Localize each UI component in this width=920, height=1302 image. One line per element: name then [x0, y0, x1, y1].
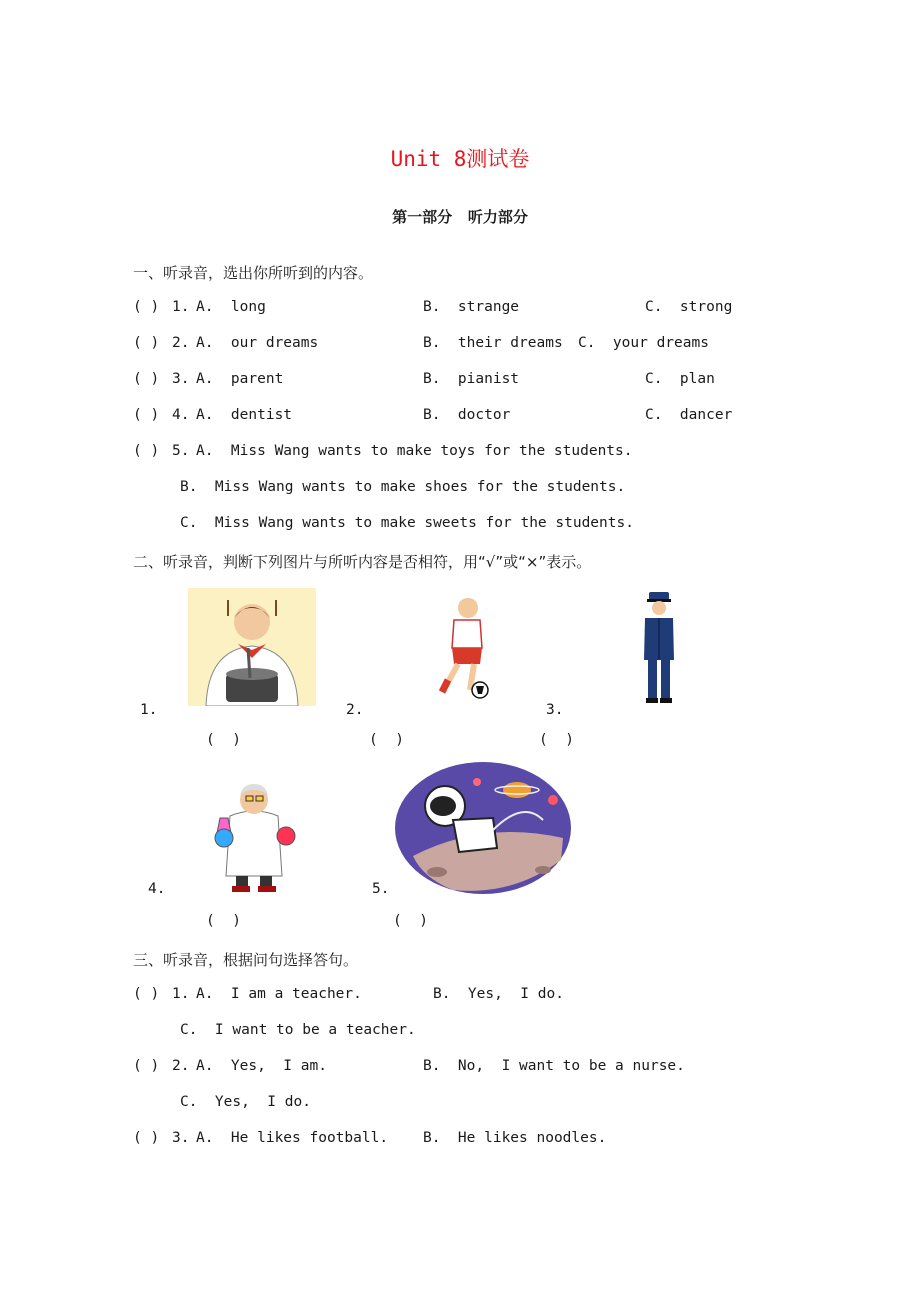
astronaut-icon [393, 760, 573, 896]
pic2-answer-blank[interactable]: ( ) [369, 732, 404, 748]
pic1-number: 1. [140, 702, 158, 718]
football-player-icon [424, 594, 496, 700]
pic2-number: 2. [346, 702, 364, 718]
question-number: 2. [172, 1058, 190, 1074]
question-number: 5. [172, 443, 190, 459]
option-a: A. He likes football. [196, 1130, 389, 1146]
question-number: 4. [172, 407, 190, 423]
scientist-icon [206, 776, 302, 894]
policeman-icon [640, 590, 678, 706]
astronaut-picture [393, 760, 573, 896]
football-player-picture [424, 594, 496, 700]
option-b: B. pianist [423, 371, 520, 387]
answer-blank[interactable]: ( ) [133, 986, 160, 1002]
section3-heading: 三、听录音，根据问句选择答句。 [133, 951, 359, 969]
option-b: B. doctor [423, 407, 511, 423]
option-a: A. dentist [196, 407, 293, 423]
section1-heading: 一、听录音，选出你所听到的内容。 [133, 264, 374, 282]
option-b: B. Yes, I do. [433, 986, 564, 1002]
option-a: A. long [196, 299, 266, 315]
option-b: B. No, I want to be a nurse. [423, 1058, 685, 1074]
question-number: 3. [172, 1130, 190, 1146]
option-c: C. Yes, I do. [180, 1094, 311, 1110]
page-title: Unit 8测试卷 [390, 147, 530, 171]
answer-blank[interactable]: ( ) [133, 299, 160, 315]
part-subtitle: 第一部分 听力部分 [392, 208, 528, 226]
pic3-number: 3. [546, 702, 564, 718]
section2-heading: 二、听录音，判断下列图片与所听内容是否相符，用“√”或“×”表示。 [133, 553, 592, 571]
option-c: C. your dreams [578, 335, 709, 351]
answer-blank[interactable]: ( ) [133, 1130, 160, 1146]
option-a: A. Miss Wang wants to make toys for the students. [196, 443, 633, 459]
question-number: 1. [172, 986, 190, 1002]
answer-blank[interactable]: ( ) [133, 407, 160, 423]
option-a: A. Yes, I am. [196, 1058, 327, 1074]
pic3-answer-blank[interactable]: ( ) [539, 732, 574, 748]
answer-blank[interactable]: ( ) [133, 335, 160, 351]
answer-blank[interactable]: ( ) [133, 371, 160, 387]
option-b: B. Miss Wang wants to make shoes for the students. [180, 479, 626, 495]
pic5-number: 5. [372, 881, 390, 897]
option-b: B. He likes noodles. [423, 1130, 607, 1146]
option-c: C. Miss Wang wants to make sweets for the students. [180, 515, 634, 531]
policeman-picture [640, 590, 678, 706]
question-number: 2. [172, 335, 190, 351]
chef-picture [188, 588, 316, 706]
pic5-answer-blank[interactable]: ( ) [393, 913, 428, 929]
option-c: C. plan [645, 371, 715, 387]
answer-blank[interactable]: ( ) [133, 1058, 160, 1074]
pic4-answer-blank[interactable]: ( ) [206, 913, 241, 929]
scientist-picture [206, 776, 302, 894]
option-b: B. their dreams [423, 335, 563, 351]
chef-icon [188, 588, 316, 706]
question-number: 3. [172, 371, 190, 387]
pic1-answer-blank[interactable]: ( ) [206, 732, 241, 748]
pic4-number: 4. [148, 881, 166, 897]
option-c: C. I want to be a teacher. [180, 1022, 416, 1038]
option-c: C. strong [645, 299, 733, 315]
option-a: A. I am a teacher. [196, 986, 362, 1002]
option-c: C. dancer [645, 407, 733, 423]
question-number: 1. [172, 299, 190, 315]
answer-blank[interactable]: ( ) [133, 443, 160, 459]
option-a: A. parent [196, 371, 284, 387]
option-b: B. strange [423, 299, 520, 315]
option-a: A. our dreams [196, 335, 319, 351]
